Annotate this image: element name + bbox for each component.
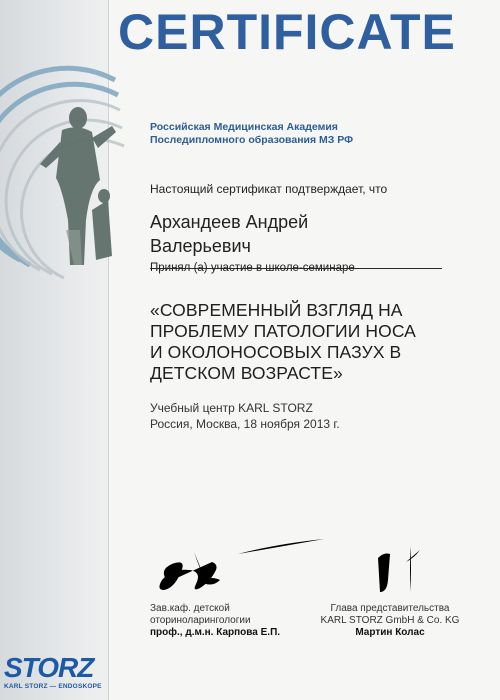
left-signature-icon xyxy=(150,540,240,600)
academy-name xyxy=(150,121,450,147)
storz-logo-sub: KARL STORZ — ENDOSKOPE xyxy=(4,683,102,690)
left-signatory xyxy=(150,603,320,639)
right-signatory-line-1: Глава представительства xyxy=(330,603,450,614)
training-center-line-2: Россия, Москва, 18 ноября 2013 г. xyxy=(150,417,340,431)
course-title-line-4: ДЕТСКОМ ВОЗРАСТЕ» xyxy=(150,363,343,383)
training-center-line-1: Учебный центр KARL STORZ xyxy=(150,401,313,415)
training-center xyxy=(150,400,470,432)
left-signatory-line-2: оториноларингологии xyxy=(150,615,251,626)
course-title-line-2: ПРОБЛЕМУ ПАТОЛОГИИ НОСА xyxy=(150,321,416,341)
right-signature-icon xyxy=(370,540,430,598)
certificate-title: CERTIFICATE xyxy=(118,4,456,60)
recipient-name-line-2: Валерьевич xyxy=(150,236,251,256)
recipient-name-line-1: Архандеев Андрей xyxy=(150,212,309,232)
storz-logo xyxy=(4,653,114,697)
course-title-line-3: И ОКОЛОНОСОВЫХ ПАЗУХ В xyxy=(150,342,402,362)
participation-text: Принял (а) участие в школе-семинаре xyxy=(150,262,355,274)
right-signatory-line-2: KARL STORZ GmbH & Co. KG xyxy=(320,615,460,626)
storz-logo-main: STORZ xyxy=(4,652,94,683)
sculpture-artwork-icon xyxy=(0,60,150,290)
left-signatory-name: проф., д.м.н. Карпова Е.П. xyxy=(150,627,281,638)
left-signatory-line-1: Зав.каф. детской xyxy=(150,603,230,614)
confirmation-text: Настоящий сертификат подтверждает, что xyxy=(150,182,388,196)
recipient-name xyxy=(150,210,450,258)
left-signature-stroke-icon xyxy=(236,536,326,560)
course-title xyxy=(150,300,480,384)
right-signatory xyxy=(310,603,470,639)
academy-line-2: Последипломного образования МЗ РФ xyxy=(150,134,354,146)
right-signatory-name: Мартин Колас xyxy=(355,627,425,638)
course-title-line-1: «СОВРЕМЕННЫЙ ВЗГЛЯД НА xyxy=(150,300,403,320)
academy-line-1: Российская Медицинская Академия xyxy=(150,121,338,133)
